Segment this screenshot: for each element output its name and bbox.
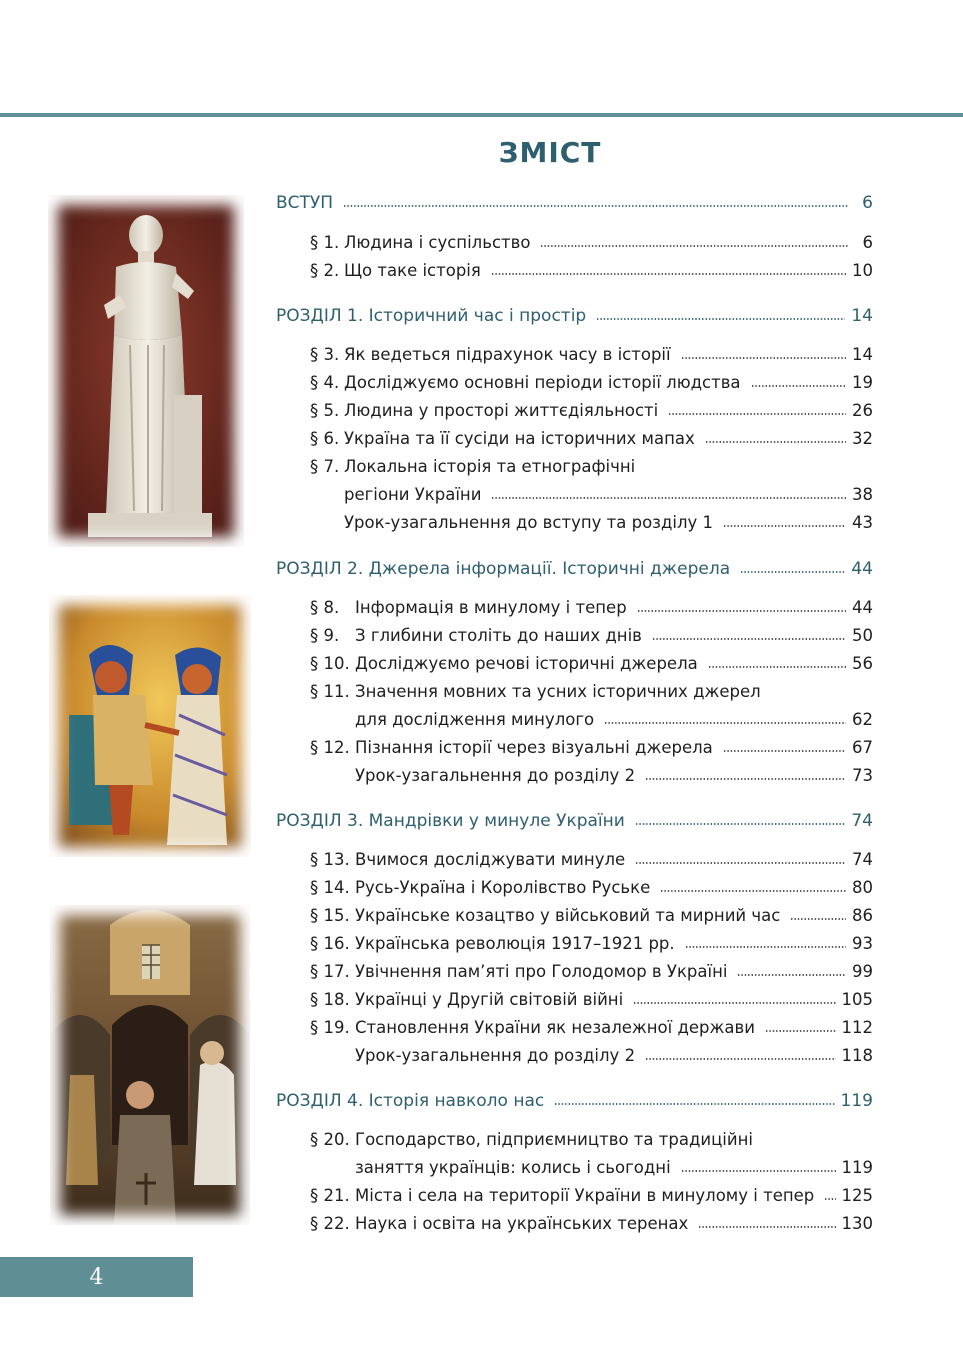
toc-entry-line1[interactable]: § 20. Господарство, підприємництво та традиційні — [310, 1130, 753, 1149]
toc-entry[interactable]: § 15. Українське козацтво у військовий та мирний час 86 — [310, 906, 873, 925]
leader-dots — [604, 722, 846, 724]
toc-entry[interactable]: регіони України 38 — [344, 485, 873, 504]
page-title: ЗМІСТ — [498, 136, 602, 169]
toc-entry[interactable]: § 4. Досліджуємо основні періоди історії людства 19 — [310, 373, 873, 392]
leader-dots — [723, 525, 846, 527]
leader-dots — [751, 385, 846, 387]
toc-entry[interactable]: § 17. Увічнення пам’яті про Голодомор в Україні 99 — [310, 962, 873, 981]
leader-dots — [645, 778, 846, 780]
toc-review-lesson[interactable]: Урок-узагальнення до вступу та розділу 1 43 — [344, 513, 873, 532]
toc-entry[interactable]: § 3. Як ведеться підрахунок часу в історії 14 — [310, 345, 873, 364]
toc-entry[interactable]: § 5. Людина у просторі життєдіяльності 26 — [310, 401, 873, 420]
leader-dots — [681, 357, 846, 359]
leader-dots — [343, 205, 849, 207]
toc-intro[interactable]: ВСТУП 6 — [276, 193, 873, 213]
baptism-painting-image — [50, 905, 250, 1225]
toc-entry[interactable]: § 21. Міста і села на території України в минулому і тепер 125 — [310, 1186, 873, 1205]
leader-dots — [635, 862, 846, 864]
leader-dots — [491, 497, 846, 499]
egyptian-relief-image — [49, 595, 251, 857]
toc-entry[interactable]: § 22. Наука і освіта на українських теренах 130 — [310, 1214, 873, 1233]
statue-image — [48, 195, 244, 547]
leader-dots — [685, 946, 846, 948]
toc-review-lesson[interactable]: Урок-узагальнення до розділу 2 118 — [355, 1046, 873, 1065]
toc-review-lesson[interactable]: Урок-узагальнення до розділу 2 73 — [355, 766, 873, 785]
toc-section-3[interactable]: РОЗДІЛ 3. Мандрівки у минуле України 74 — [276, 811, 873, 831]
toc-entry[interactable]: § 16. Українська революція 1917–1921 рр. 93 — [310, 934, 873, 953]
leader-dots — [668, 413, 846, 415]
leader-dots — [790, 918, 846, 920]
leader-dots — [596, 318, 845, 320]
leader-dots — [723, 750, 846, 752]
leader-dots — [554, 1103, 834, 1105]
leader-dots — [765, 1030, 836, 1032]
toc-section-2[interactable]: РОЗДІЛ 2. Джерела інформації. Історичні джерела 44 — [276, 559, 873, 579]
toc-entry[interactable]: § 19. Становлення України як незалежної держави 112 — [310, 1018, 873, 1037]
toc-entry[interactable]: § 18. Українці у Другій світовій війні 105 — [310, 990, 873, 1009]
leader-dots — [681, 1170, 836, 1172]
leader-dots — [635, 823, 846, 825]
toc-entry-line1[interactable]: § 11. Значення мовних та усних історичних джерел — [310, 682, 761, 701]
toc-entry[interactable]: § 12. Пізнання історії через візуальні джерела 67 — [310, 738, 873, 757]
leader-dots — [698, 1226, 835, 1228]
toc-entry[interactable]: § 14. Русь-Україна і Королівство Руське 80 — [310, 878, 873, 897]
leader-dots — [740, 571, 845, 573]
leader-dots — [491, 273, 846, 275]
leader-dots — [645, 1058, 835, 1060]
leader-dots — [824, 1198, 835, 1200]
toc-section-1[interactable]: РОЗДІЛ 1. Історичний час і простір 14 — [276, 306, 873, 326]
leader-dots — [633, 1002, 835, 1004]
toc-entry[interactable]: § 10. Досліджуємо речові історичні джерела 56 — [310, 654, 873, 673]
toc-entry[interactable]: § 8. Інформація в минулому і тепер 44 — [310, 598, 873, 617]
leader-dots — [737, 974, 846, 976]
leader-dots — [637, 610, 846, 612]
page-number: 4 — [0, 1257, 193, 1297]
leader-dots — [652, 638, 846, 640]
toc-entry[interactable]: § 2. Що таке історія 10 — [310, 261, 873, 280]
leader-dots — [705, 441, 846, 443]
leader-dots — [660, 890, 846, 892]
toc-entry[interactable]: для дослідження минулого 62 — [355, 710, 873, 729]
toc-entry[interactable]: § 6. Україна та її сусіди на історичних мапах 32 — [310, 429, 873, 448]
leader-dots — [540, 245, 849, 247]
toc-entry[interactable]: § 1. Людина і суспільство 6 — [310, 233, 873, 252]
toc-entry[interactable]: § 13. Вчимося досліджувати минуле 74 — [310, 850, 873, 869]
toc-entry-line1[interactable]: § 7. Локальна історія та етнографічні — [310, 457, 636, 476]
toc-section-4[interactable]: РОЗДІЛ 4. Історія навколо нас 119 — [276, 1091, 873, 1111]
leader-dots — [708, 666, 846, 668]
top-rule — [0, 113, 963, 117]
toc-entry[interactable]: заняття українців: колись і сьогодні 119 — [355, 1158, 873, 1177]
toc-entry[interactable]: § 9. З глибини століть до наших днів 50 — [310, 626, 873, 645]
